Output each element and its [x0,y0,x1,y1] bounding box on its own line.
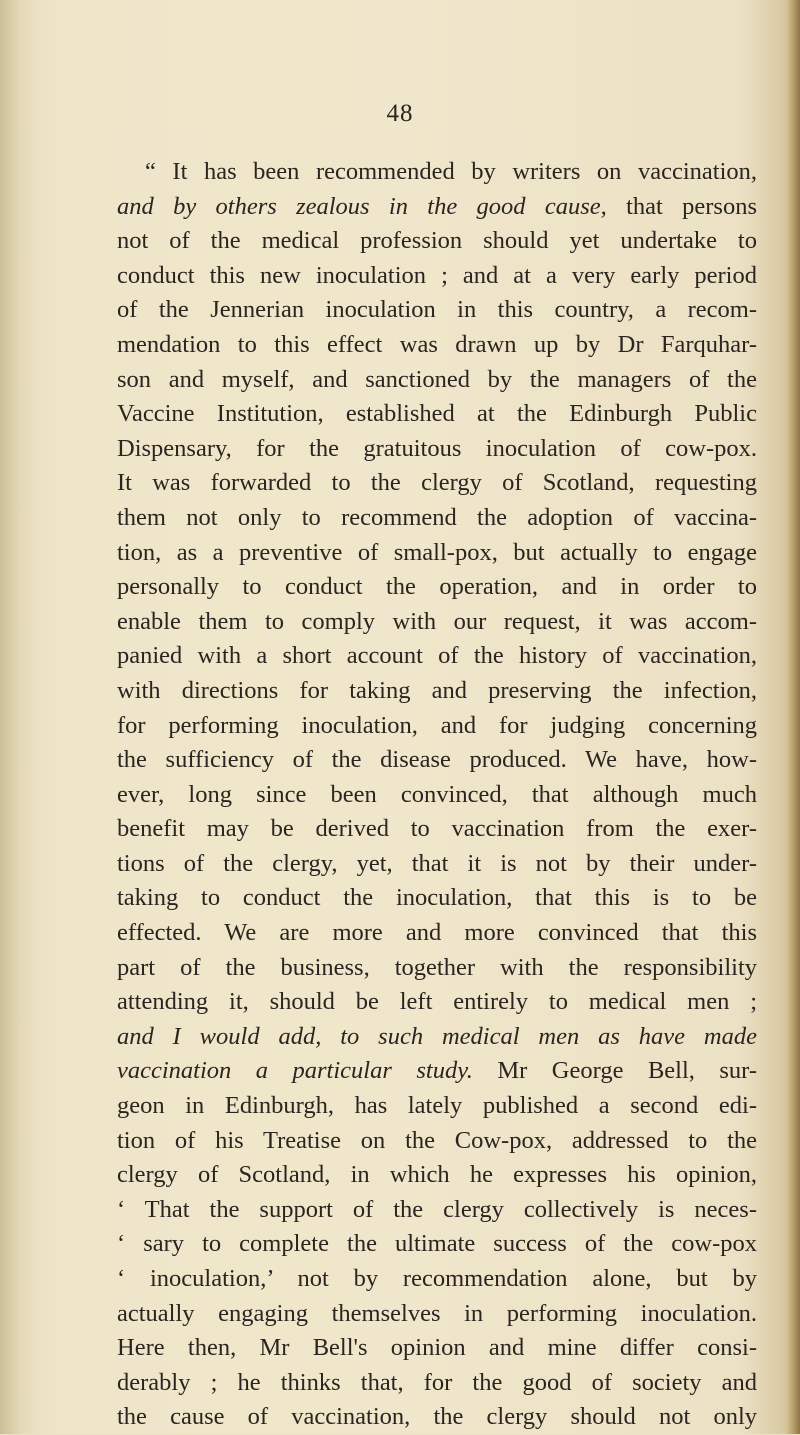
text-line: geon in Edinburgh, has lately published a second edi- [117,1092,757,1120]
page-left-edge [0,0,38,1434]
text-line: It was forwarded to the clergy of Scotland, requesting [117,469,757,497]
text-line: Vaccine Institution, established at the Edinburgh Public [117,400,757,428]
text-line: enable them to comply with our request, it was accom- [117,607,757,635]
text-line: benefit may be derived to vaccination from the exer- [117,815,757,843]
text-line: Here then, Mr Bell's opinion and mine differ consi- [117,1334,757,1362]
page-right-edge [786,0,800,1434]
text-line: taking to conduct the inoculation, that this is to be [117,884,757,912]
text-line: of the Jennerian inoculation in this country, a recom- [117,296,757,324]
text-line: part of the business, together with the responsibility [117,953,757,981]
text-line: and by others zealous in the good cause, that persons [117,192,757,220]
text-line: mendation to this effect was drawn up by Dr Farquhar- [117,330,757,358]
text-line: tion of his Treatise on the Cow-pox, addressed to the [117,1126,757,1154]
text-line: attending it, should be left entirely to medical men ; [117,988,757,1016]
text-line: effected. We are more and more convinced that this [117,919,757,947]
text-line: tion, as a preventive of small-pox, but actually to engage [117,538,757,566]
text-line: the cause of vaccination, the clergy should not only [117,1403,757,1431]
italic-phrase: and by others zealous in the good cause, [117,192,607,220]
text-line: conduct this new inoculation ; and at a very early period [117,261,757,289]
text-line: personally to conduct the operation, and in order to [117,573,757,601]
italic-phrase: and I would add, to such medical men as have made [117,1022,757,1050]
text-line: ‘ inoculation,’ not by recommendation alone, but by [117,1265,757,1292]
text-line [117,1020,757,1055]
text-line: derably ; he thinks that, for the good of society and [117,1368,757,1396]
text-line: them not only to recommend the adoption of vaccina- [117,503,757,531]
text-line: ‘ That the support of the clergy collectively is neces- [117,1195,757,1223]
body-text [117,155,757,1435]
text-line: the sufficiency of the disease produced. We have, how- [117,746,757,774]
text-line: for performing inoculation, and for judging concerning [117,711,757,739]
text-line: with directions for taking and preserving the infection, [117,676,757,704]
text-line: tions of the clergy, yet, that it is not by their under- [117,849,757,877]
text-line: actually engaging themselves in performing inoculation. [117,1299,757,1327]
text-line: vaccination a particular study. Mr George Bell, sur- [117,1057,757,1085]
text-line: ever, long since been convinced, that although much [117,780,757,808]
text-line: clergy of Scotland, in which he expresses his opinion, [117,1161,757,1189]
page-number: 48 [386,100,414,127]
text-line: ‘ sary to complete the ultimate success of the cow-pox [117,1230,757,1258]
text-line: Dispensary, for the gratuitous inoculation of cow-pox. [117,434,757,462]
text-line: son and myself, and sanctioned by the managers of the [117,365,757,393]
italic-phrase: vaccination a particular study. [117,1057,473,1085]
text-line: “ It has been recommended by writers on vaccination, [145,158,757,185]
text-line: panied with a short account of the history of vaccination, [117,642,757,670]
text-line: not of the medical profession should yet undertake to [117,227,757,255]
